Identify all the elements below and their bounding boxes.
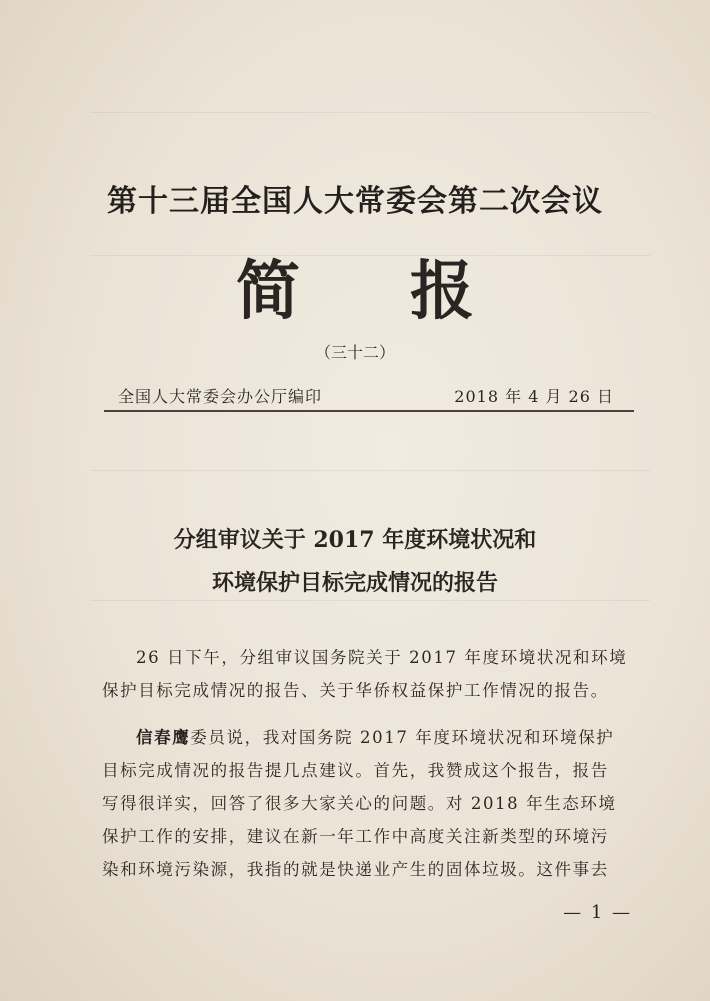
paragraph-2-line-1-text: 委员说，我对国务院 2017 年度环境状况和环境保护 — [190, 728, 615, 747]
article-headline-line-1: 分组审议关于 2017 年度环境状况和 — [173, 527, 537, 553]
paragraph-2-line-2: 目标完成情况的报告提几点建议。首先，我赞成这个报告，报告 — [102, 761, 609, 780]
paragraph-2 — [102, 721, 662, 886]
paragraph-2-line-4: 保护工作的安排，建议在新一年工作中高度关注新类型的环境污 — [102, 827, 609, 846]
article-headline-line-2: 环境保护目标完成情况的报告 — [211, 570, 498, 596]
brief-title-char-1: 简 — [236, 254, 300, 329]
paragraph-2-line-1 — [102, 721, 662, 754]
header-divider — [104, 410, 634, 412]
paragraph-1 — [102, 641, 662, 707]
bleed-through — [90, 112, 650, 123]
bleed-through — [90, 470, 650, 481]
paragraph-1-line-1: 26 日下午，分组审议国务院关于 2017 年度环境状况和环境 — [136, 648, 628, 667]
bleed-through — [90, 600, 650, 611]
issue-number: （三十二） — [314, 343, 395, 362]
publisher: 全国人大常委会办公厅编印 — [118, 387, 323, 406]
brief-title — [0, 240, 710, 332]
page-number: — 1 — — [563, 902, 632, 923]
paragraph-1-line-2: 保护目标完成情况的报告、关于华侨权益保护工作情况的报告。 — [102, 681, 609, 700]
paragraph-2-line-5: 染和环境污染源，我指的就是快递业产生的固体垃圾。这件事去 — [102, 860, 609, 879]
paragraph-2-line-3: 写得很详实，回答了很多大家关心的问题。对 2018 年生态环境 — [102, 794, 617, 813]
meeting-title: 第十三届全国人大常委会第二次会议 — [107, 184, 603, 219]
publication-date: 2018 年 4 月 26 日 — [454, 387, 614, 406]
brief-title-char-2: 报 — [410, 254, 474, 329]
speaker-name: 信春鹰 — [136, 728, 191, 747]
